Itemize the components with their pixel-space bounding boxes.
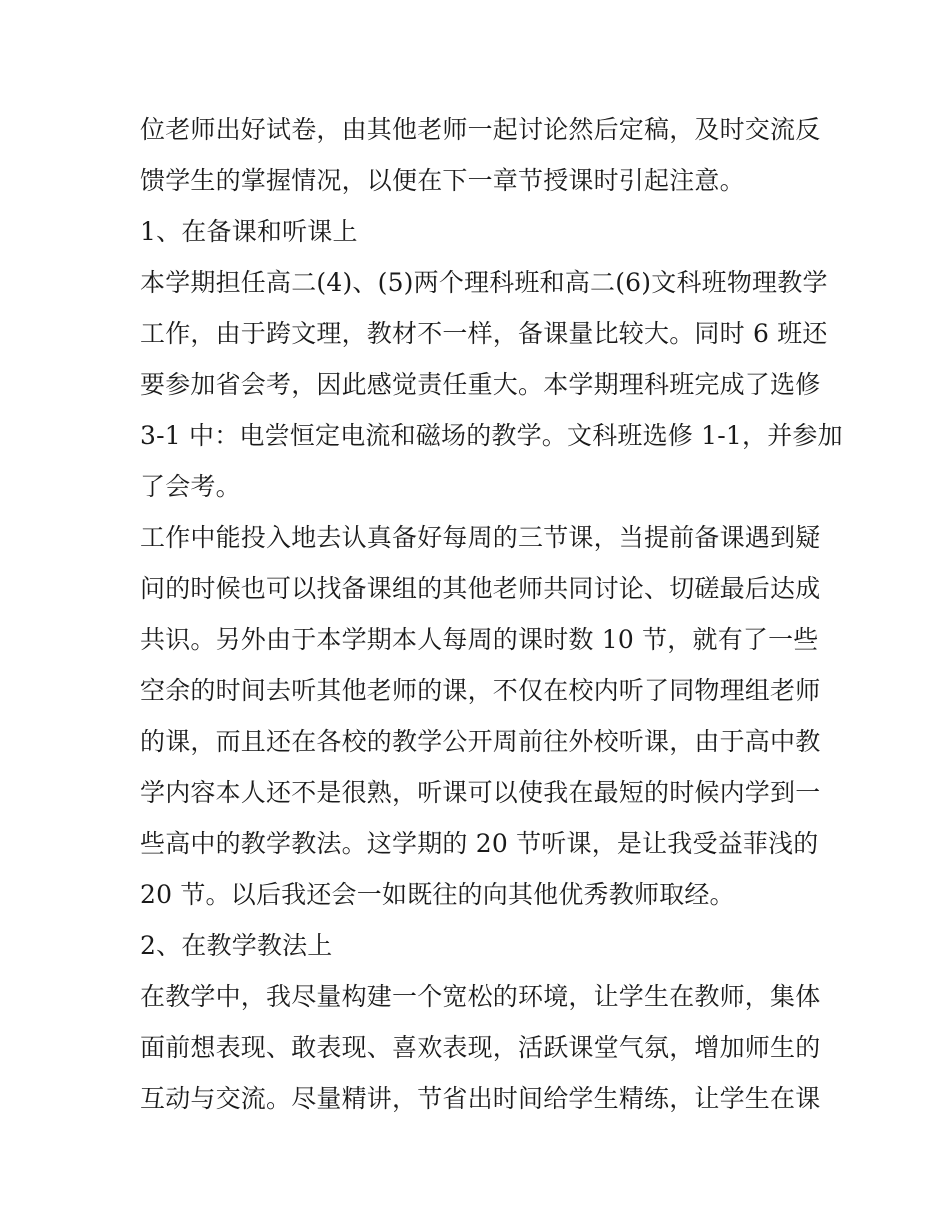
text-line: 馈学生的掌握情况，以便在下一章节授课时引起注意。 bbox=[140, 166, 745, 195]
text-line: 3-1 中：电尝恒定电流和磁场的教学。文科班选修 1-1，并参加 bbox=[140, 421, 843, 450]
text-line: 空余的时间去听其他老师的课，不仅在校内听了同物理组老师 bbox=[140, 676, 821, 705]
text-line: 学内容本人还不是很熟，听课可以使我在最短的时候内学到一 bbox=[140, 778, 821, 807]
text-line: 面前想表现、敢表现、喜欢表现，活跃课堂气氛，增加师生的 bbox=[140, 1033, 821, 1062]
text-line: 些高中的教学教法。这学期的 20 节听课，是让我受益菲浅的 bbox=[140, 829, 819, 858]
text-line: 本学期担任高二(4)、(5)两个理科班和高二(6)文科班物理教学 bbox=[140, 268, 828, 297]
text-line: 工作，由于跨文理，教材不一样，备课量比较大。同时 6 班还 bbox=[140, 319, 828, 348]
text-line: 位老师出好试卷，由其他老师一起讨论然后定稿，及时交流反 bbox=[140, 115, 821, 144]
text-line: 互动与交流。尽量精讲，节省出时间给学生精练，让学生在课 bbox=[140, 1084, 821, 1113]
text-line: 要参加省会考，因此感觉责任重大。本学期理科班完成了选修 bbox=[140, 370, 821, 399]
text-line: 工作中能投入地去认真备好每周的三节课，当提前备课遇到疑 bbox=[140, 523, 821, 552]
text-line: 问的时候也可以找备课组的其他老师共同讨论、切磋最后达成 bbox=[140, 574, 821, 603]
text-line: 共识。另外由于本学期本人每周的课时数 10 节，就有了一些 bbox=[140, 625, 819, 654]
section-heading: 1、在备课和听课上 bbox=[140, 217, 358, 246]
section-heading: 2、在教学教法上 bbox=[140, 931, 333, 960]
text-line: 在教学中，我尽量构建一个宽松的环境，让学生在教师，集体 bbox=[140, 982, 821, 1011]
text-line: 了会考。 bbox=[140, 472, 241, 501]
text-line: 20 节。以后我还会一如既往的向其他优秀教师取经。 bbox=[140, 880, 735, 909]
text-line: 的课，而且还在各校的教学公开周前往外校听课，由于高中教 bbox=[140, 727, 821, 756]
document-text-body bbox=[140, 104, 843, 1124]
